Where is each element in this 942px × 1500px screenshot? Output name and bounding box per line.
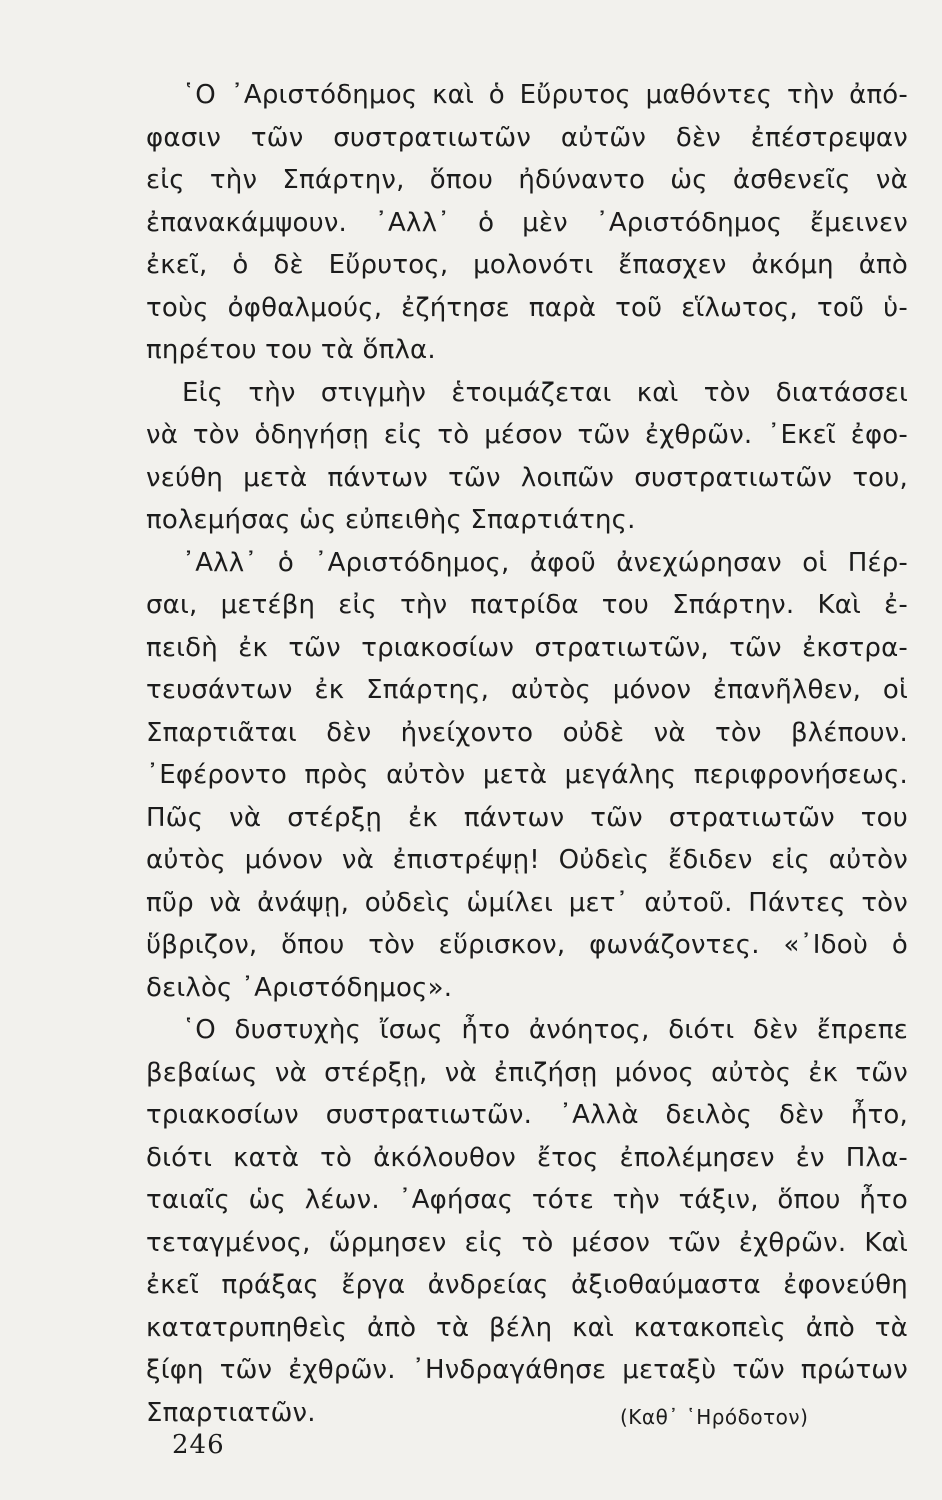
text-line: πηρέτου του τὰ ὅπλα. [146,335,436,365]
text-line: ᾿Αλλ᾿ ὁ ᾿Αριστόδημος, ἀφοῦ ἀνεχώρησαν οἱ Πέρ- [182,547,908,578]
body-text [146,74,908,1434]
text-line: τευσάντων ἐκ Σπάρτης, αὐτὸς μόνον ἐπανῆλθεν, οἱ [146,675,908,705]
text-line: τοὺς ὀφθαλμούς, ἐζήτησε παρὰ τοῦ εἵλωτος, τοῦ ὑ- [146,292,908,323]
text-line: ἐκεῖ, ὁ δὲ Εὔρυτος, μολονότι ἔπασχεν ἀκόμη ἀπὸ [146,250,908,280]
text-line: πειδὴ ἐκ τῶν τριακοσίων στρατιωτῶν, τῶν ἐκστρα- [146,632,908,663]
text-line: ἐκεῖ πράξας ἔργα ἀνδρείας ἀξιοθαύμαστα ἐφονεύθη [146,1270,908,1300]
text-line: ῾Ο ᾿Αριστόδημος καὶ ὁ Εὔρυτος μαθόντες τὴν ἀπό- [182,80,908,110]
text-line: κατατρυπηθεὶς ἀπὸ τὰ βέλη καὶ κατακοπεὶς ἀπὸ τὰ [146,1312,908,1343]
text-line: τεταγμένος, ὥρμησεν εἰς τὸ μέσον τῶν ἐχθρῶν. Καὶ [146,1227,908,1258]
text-line: πῦρ νὰ ἀνάψῃ, οὐδεὶς ὡμίλει μετ᾿ αὐτοῦ. Πάντες τὸν [146,887,908,918]
text-line: εἰς τὴν Σπάρτην, ὅπου ἠδύναντο ὡς ἀσθενεῖς νὰ [146,165,908,195]
text-line: νὰ τὸν ὁδηγήσῃ εἰς τὸ μέσον τῶν ἐχθρῶν. ᾿Εκεῖ ἐφο- [146,420,908,450]
text-line: φασιν τῶν συστρατιωτῶν αὐτῶν δὲν ἐπέστρεψαν [146,122,908,153]
text-line: Εἰς τὴν στιγμὴν ἑτοιμάζεται καὶ τὸν διατάσσει [182,377,908,408]
text-line: νεύθη μετὰ πάντων τῶν λοιπῶν συστρατιωτῶν του, [146,462,908,493]
text-line-final [146,1392,908,1435]
text-line: ξίφη τῶν ἐχθρῶν. ᾿Ηνδραγάθησε μεταξὺ τῶν πρώτων [146,1355,908,1385]
text-line: βεβαίως νὰ στέρξῃ, νὰ ἐπιζήσῃ μόνος αὐτὸς ἐκ τῶν [146,1057,908,1088]
text-line: ταιαῖς ὡς λέων. ᾿Αφήσας τότε τὴν τάξιν, ὅπου ἦτο [146,1185,908,1215]
text-line: ᾿Εφέροντο πρὸς αὐτὸν μετὰ μεγάλης περιφρονήσεως. [146,760,908,790]
text-line: ῾Ο δυστυχὴς ἴσως ἦτο ἀνόητος, διότι δὲν ἔπρεπε [182,1015,908,1045]
page-number: 246 [172,1430,225,1460]
text-line: αὐτὸς μόνον νὰ ἐπιστρέψῃ! Οὐδεὶς ἔδιδεν εἰς αὐτὸν [146,845,908,875]
text-line: Σπαρτιᾶται δὲν ἠνείχοντο οὐδὲ νὰ τὸν βλέπουν. [146,717,908,748]
text-line: ὕβριζον, ὅπου τὸν εὕρισκον, φωνάζοντες. «᾿Ιδοὺ ὁ [146,930,908,960]
text-line-final-text: Σπαρτιατῶν. [146,1397,316,1428]
text-line: διότι κατὰ τὸ ἀκόλουθον ἔτος ἐπολέμησεν ἐν Πλα- [146,1142,908,1173]
text-line: τριακοσίων συστρατιωτῶν. ᾿Αλλὰ δειλὸς δὲν ἦτο, [146,1100,908,1130]
text-line: σαι, μετέβη εἰς τὴν πατρίδα του Σπάρτην. Καὶ ἐ- [146,590,908,620]
text-line: πολεμήσας ὡς εὐπειθὴς Σπαρτιάτης. [146,505,636,535]
text-line: δειλὸς ᾿Αριστόδημος». [146,972,453,1003]
text-line: Πῶς νὰ στέρξῃ ἐκ πάντων τῶν στρατιωτῶν του [146,802,908,833]
text-line: ἐπανακάμψουν. ᾿Αλλ᾿ ὁ μὲν ᾿Αριστόδημος ἔμεινεν [146,207,908,238]
source-citation: (Καθ᾿ ῾Ηρόδοτον) [620,1404,809,1429]
